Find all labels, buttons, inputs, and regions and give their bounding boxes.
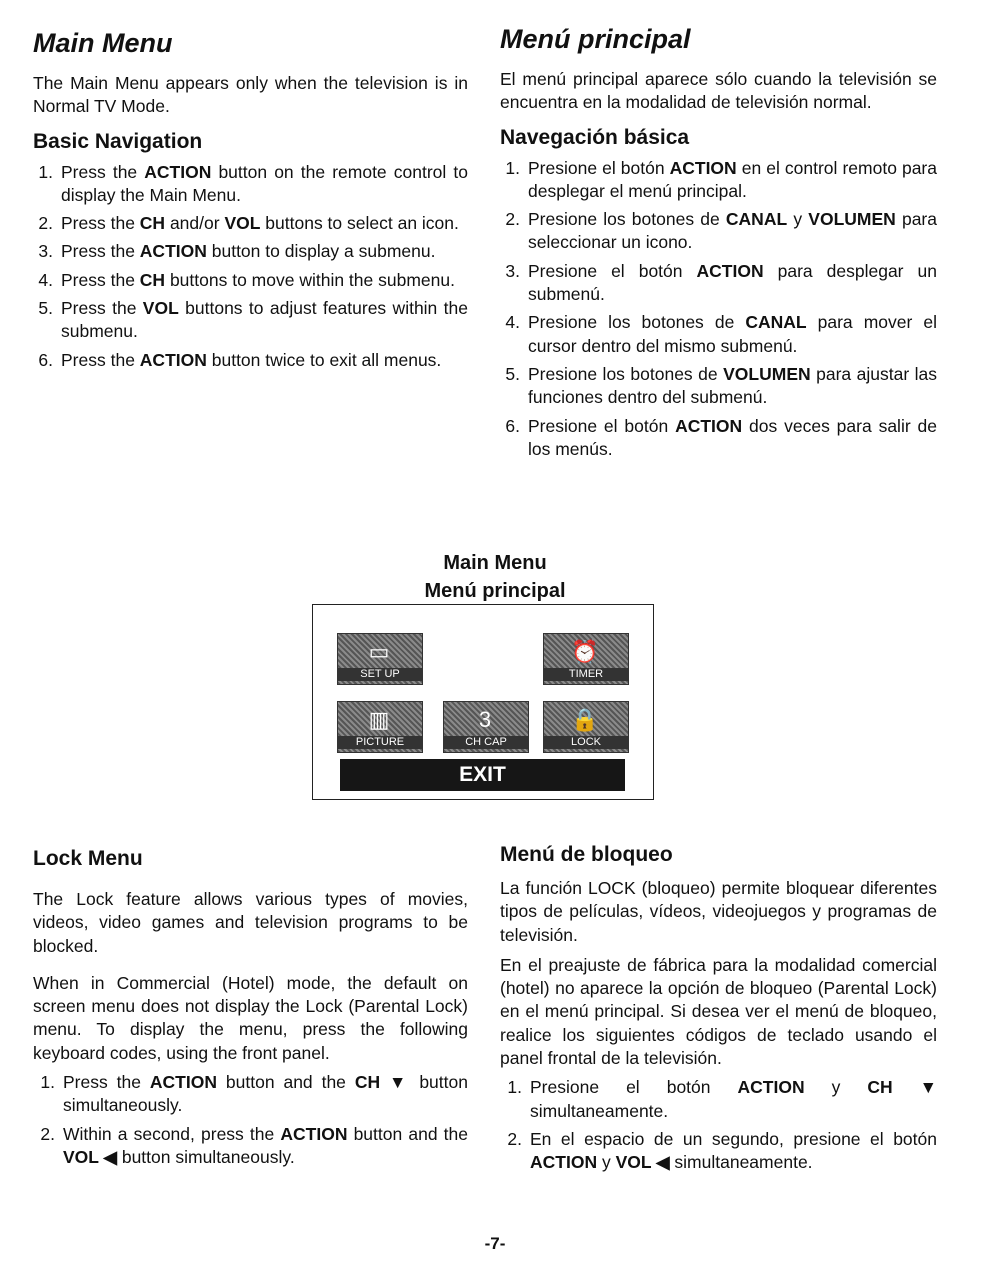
list-item xyxy=(38,161,468,208)
list-item xyxy=(40,1123,468,1170)
list-item xyxy=(38,240,468,263)
list-item xyxy=(38,212,468,235)
step-text: Within a second, press the ACTION button and the VOL ◀ button simultaneously. xyxy=(63,1123,468,1167)
step-number: 6. xyxy=(38,349,53,370)
setup-label: SET UP xyxy=(338,668,422,681)
basic-navigation-heading: Basic Navigation xyxy=(33,129,203,153)
menu-de-bloqueo-paragraph-2: En el preajuste de fábrica para la modalidad comercial (hotel) no aparece la opción de bloqueo (Parental Lock) en el menú principal. Si desea ver el menú de bloqueo, realice los siguientes códigos de teclado usando el panel frontal de la televisión. xyxy=(500,954,937,1069)
step-text: Press the CH and/or VOL buttons to select an icon. xyxy=(61,213,459,234)
step-number: 1. xyxy=(40,1072,55,1093)
left-column xyxy=(33,28,468,372)
alarm-clock-glyph: ⏰ xyxy=(571,639,599,664)
exit-button[interactable]: EXIT xyxy=(340,759,625,791)
lock-menu-paragraph-2: When in Commercial (Hotel) mode, the default on screen menu does not display the Lock (Parental Lock) menu. To display the menu, press the following keyboard codes, using the front panel. xyxy=(33,972,468,1063)
ch-cap-icon[interactable] xyxy=(443,701,529,753)
menu-de-bloqueo-steps xyxy=(507,1076,937,1174)
step-text: Press the ACTION button on the remote control to display the Main Menu. xyxy=(61,161,468,205)
list-item xyxy=(507,1076,937,1123)
figure-title-es: Menú principal xyxy=(424,580,566,602)
step-number: 3. xyxy=(505,260,520,281)
menu-principal-title: Menú principal xyxy=(500,24,691,54)
step-text: Presione los botones de CANAL para mover el cursor dentro del mismo submenú. xyxy=(528,312,937,356)
basic-navigation-steps xyxy=(38,161,468,372)
lock-label: LOCK xyxy=(544,736,628,749)
step-number: 1. xyxy=(505,157,520,178)
timer-icon[interactable] xyxy=(543,633,629,685)
setup-monitor-glyph: ▭ xyxy=(368,639,390,664)
menu-principal-intro: El menú principal aparece sólo cuando la televisión se encuentra en la modalidad de televisión normal. xyxy=(500,69,937,113)
lock-menu-steps xyxy=(40,1071,468,1169)
step-text: Press the CH buttons to move within the submenu. xyxy=(61,269,455,290)
step-number: 2. xyxy=(38,213,53,234)
picture-frame-glyph: ▥ xyxy=(368,707,390,732)
step-number: 4. xyxy=(505,312,520,333)
menu-de-bloqueo-heading: Menú de bloqueo xyxy=(500,843,673,866)
lock-menu-right xyxy=(500,842,937,1175)
step-number: 6. xyxy=(505,415,520,436)
lock-icon[interactable] xyxy=(543,701,629,753)
step-text: Presione el botón ACTION dos veces para salir de los menús. xyxy=(528,415,937,459)
list-item xyxy=(505,415,937,462)
page-number: -7- xyxy=(484,1234,506,1253)
timer-label: TIMER xyxy=(544,668,628,681)
main-menu-intro: The Main Menu appears only when the television is in Normal TV Mode. xyxy=(33,73,468,117)
step-text: Press the VOL buttons to adjust features within the submenu. xyxy=(61,298,468,342)
list-item xyxy=(38,349,468,372)
main-menu-screen xyxy=(312,604,654,800)
step-text: Presione el botón ACTION y CH ▼ simultaneamente. xyxy=(530,1077,937,1121)
list-item xyxy=(505,208,937,255)
step-number: 2. xyxy=(507,1128,522,1149)
step-text: Presione el botón ACTION en el control remoto para desplegar el menú principal. xyxy=(528,157,937,201)
figure-title-en: Main Menu xyxy=(443,552,547,574)
picture-icon[interactable] xyxy=(337,701,423,753)
list-item xyxy=(505,363,937,410)
step-text: En el espacio de un segundo, presione el botón ACTION y VOL ◀ simultaneamente. xyxy=(530,1128,937,1173)
step-text: Presione el botón ACTION para desplegar un submenú. xyxy=(528,260,937,305)
menu-de-bloqueo-paragraph-1: La función LOCK (bloqueo) permite bloquear diferentes tipos de películas, vídeos, videojuegos y programas de televisión. xyxy=(500,878,937,945)
step-text: Press the ACTION button to display a submenu. xyxy=(61,241,436,262)
picture-label: PICTURE xyxy=(338,736,422,749)
step-number: 5. xyxy=(505,363,520,384)
step-number: 2. xyxy=(40,1123,55,1144)
list-item xyxy=(505,260,937,307)
step-number: 2. xyxy=(505,209,520,230)
step-text: Presione los botones de VOLUMEN para ajustar las funciones dentro del submenú. xyxy=(528,363,937,408)
list-item xyxy=(505,157,937,204)
step-number: 1. xyxy=(507,1077,522,1098)
list-item xyxy=(38,297,468,344)
step-number: 4. xyxy=(38,269,53,290)
step-number: 1. xyxy=(38,161,53,182)
lock-menu-left xyxy=(33,846,468,1169)
navegacion-basica-steps xyxy=(505,157,937,462)
list-item xyxy=(38,269,468,292)
step-text: Press the ACTION button and the CH ▼ button simultaneously. xyxy=(63,1072,468,1116)
step-number: 5. xyxy=(38,298,53,319)
ch-cap-label: CH CAP xyxy=(444,736,528,749)
step-number: 3. xyxy=(38,241,53,262)
step-text: Press the ACTION button twice to exit all menus. xyxy=(61,349,442,370)
padlock-glyph: 🔒 xyxy=(571,707,599,732)
navegacion-basica-heading: Navegación básica xyxy=(500,125,690,149)
lock-menu-heading: Lock Menu xyxy=(33,847,143,870)
step-text: Presione los botones de CANAL y VOLUMEN para seleccionar un icono. xyxy=(528,209,937,253)
setup-icon[interactable] xyxy=(337,633,423,685)
list-item xyxy=(505,311,937,358)
main-menu-title: Main Menu xyxy=(33,28,173,58)
list-item xyxy=(507,1128,937,1175)
list-item xyxy=(40,1071,468,1118)
ch-cap-number: 3 xyxy=(478,707,492,732)
lock-menu-paragraph-1: The Lock feature allows various types of movies, videos, video games and television programs to be blocked. xyxy=(33,889,468,956)
right-column xyxy=(500,24,937,461)
